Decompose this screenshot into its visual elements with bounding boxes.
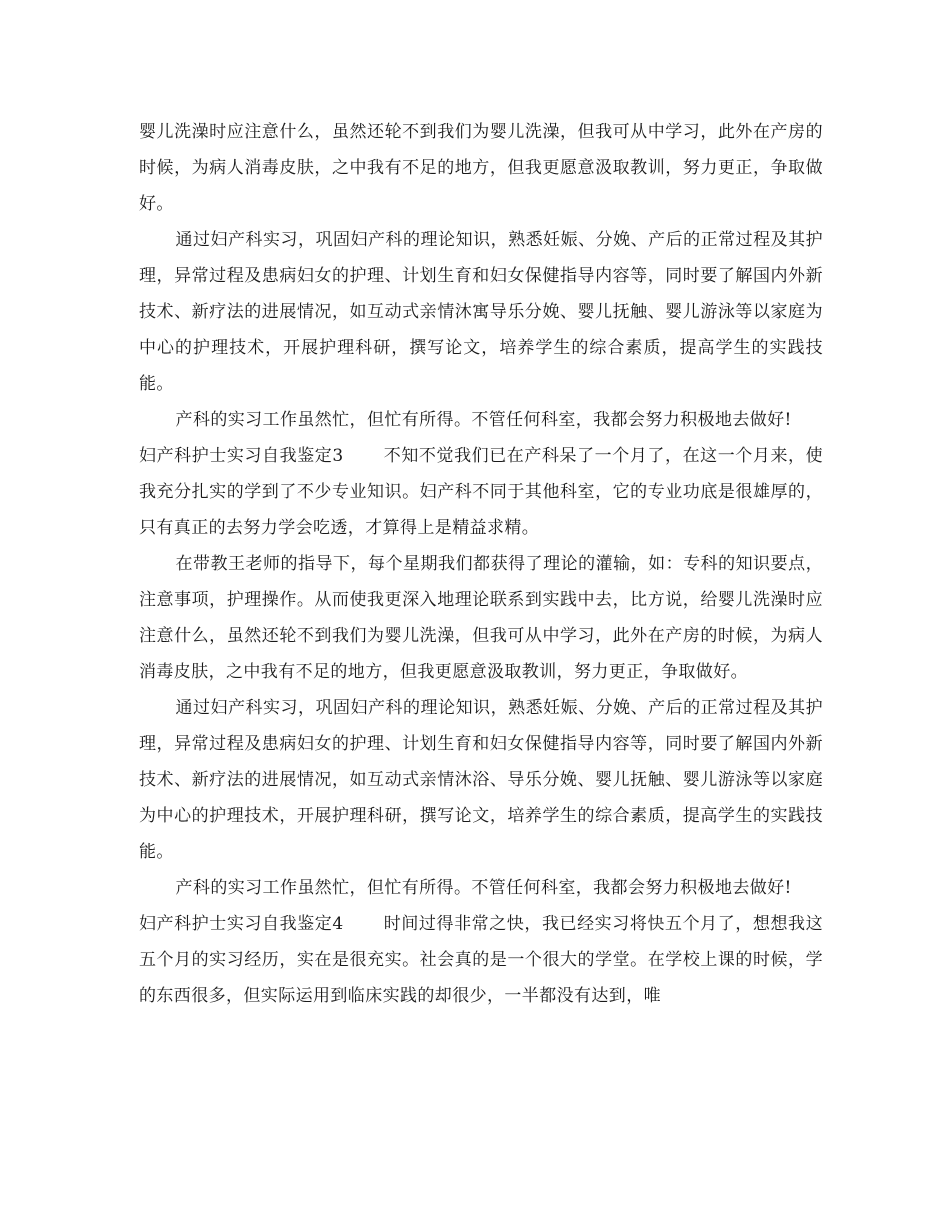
- paragraph-4: 在带教王老师的指导下，每个星期我们都获得了理论的灌输，如：专科的知识要点，注意事项，护理操作。从而使我更深入地理论联系到实践中去，比方说，给婴儿洗澡时应注意什么，虽然还轮不到我们为婴儿洗澡，但我可从中学习，此外在产房的时候，为病人消毒皮肤，之中我有不足的地方，但我更愿意汲取教训，努力更正，争取做好。: [139, 554, 823, 682]
- section-3-text: 不知不觉我们已在产科呆了一个月了，在这一个月来，使我充分扎实的学到了不少专业知识。妇产科不同于其他科室，它的专业功底是很雄厚的，只有真正的去努力学会吃透，才算得上是精益求精。: [139, 446, 824, 538]
- paragraph-3: 产科的实习工作虽然忙，但忙有所得。不管任何科室，我都会努力积极地去做好!: [175, 410, 792, 430]
- section-3: [139, 438, 823, 546]
- section-4: [139, 906, 823, 1014]
- document-body: [139, 114, 823, 1014]
- section-3-title: 妇产科护士实习自我鉴定3: [139, 446, 344, 466]
- section-4-title: 妇产科护士实习自我鉴定4: [139, 914, 344, 934]
- paragraph-1: 婴儿洗澡时应注意什么，虽然还轮不到我们为婴儿洗澡，但我可从中学习，此外在产房的时候，为病人消毒皮肤，之中我有不足的地方，但我更愿意汲取教训，努力更正，争取做好。: [139, 122, 823, 214]
- section-4-text: 时间过得非常之快，我已经实习将快五个月了，想想我这五个月的实习经历，实在是很充实。社会真的是一个很大的学堂。在学校上课的时候，学的东西很多，但实际运用到临床实践的却很少，一半都没有达到，唯: [139, 914, 824, 1006]
- paragraph-5: 通过妇产科实习，巩固妇产科的理论知识，熟悉妊娠、分娩、产后的正常过程及其护理，异常过程及患病妇女的护理、计划生育和妇女保健指导内容等，同时要了解国内外新技术、新疗法的进展情况，如互动式亲情沐浴、导乐分娩、婴儿抚触、婴儿游泳等以家庭为中心的护理技术，开展护理科研，撰写论文，培养学生的综合素质，提高学生的实践技能。: [139, 698, 823, 862]
- paragraph-6: 产科的实习工作虽然忙，但忙有所得。不管任何科室，我都会努力积极地去做好!: [175, 878, 792, 898]
- paragraph-2: 通过妇产科实习，巩固妇产科的理论知识，熟悉妊娠、分娩、产后的正常过程及其护理，异常过程及患病妇女的护理、计划生育和妇女保健指导内容等，同时要了解国内外新技术、新疗法的进展情况，如互动式亲情沐寓导乐分娩、婴儿抚触、婴儿游泳等以家庭为中心的护理技术，开展护理科研，撰写论文，培养学生的综合素质，提高学生的实践技能。: [139, 230, 823, 394]
